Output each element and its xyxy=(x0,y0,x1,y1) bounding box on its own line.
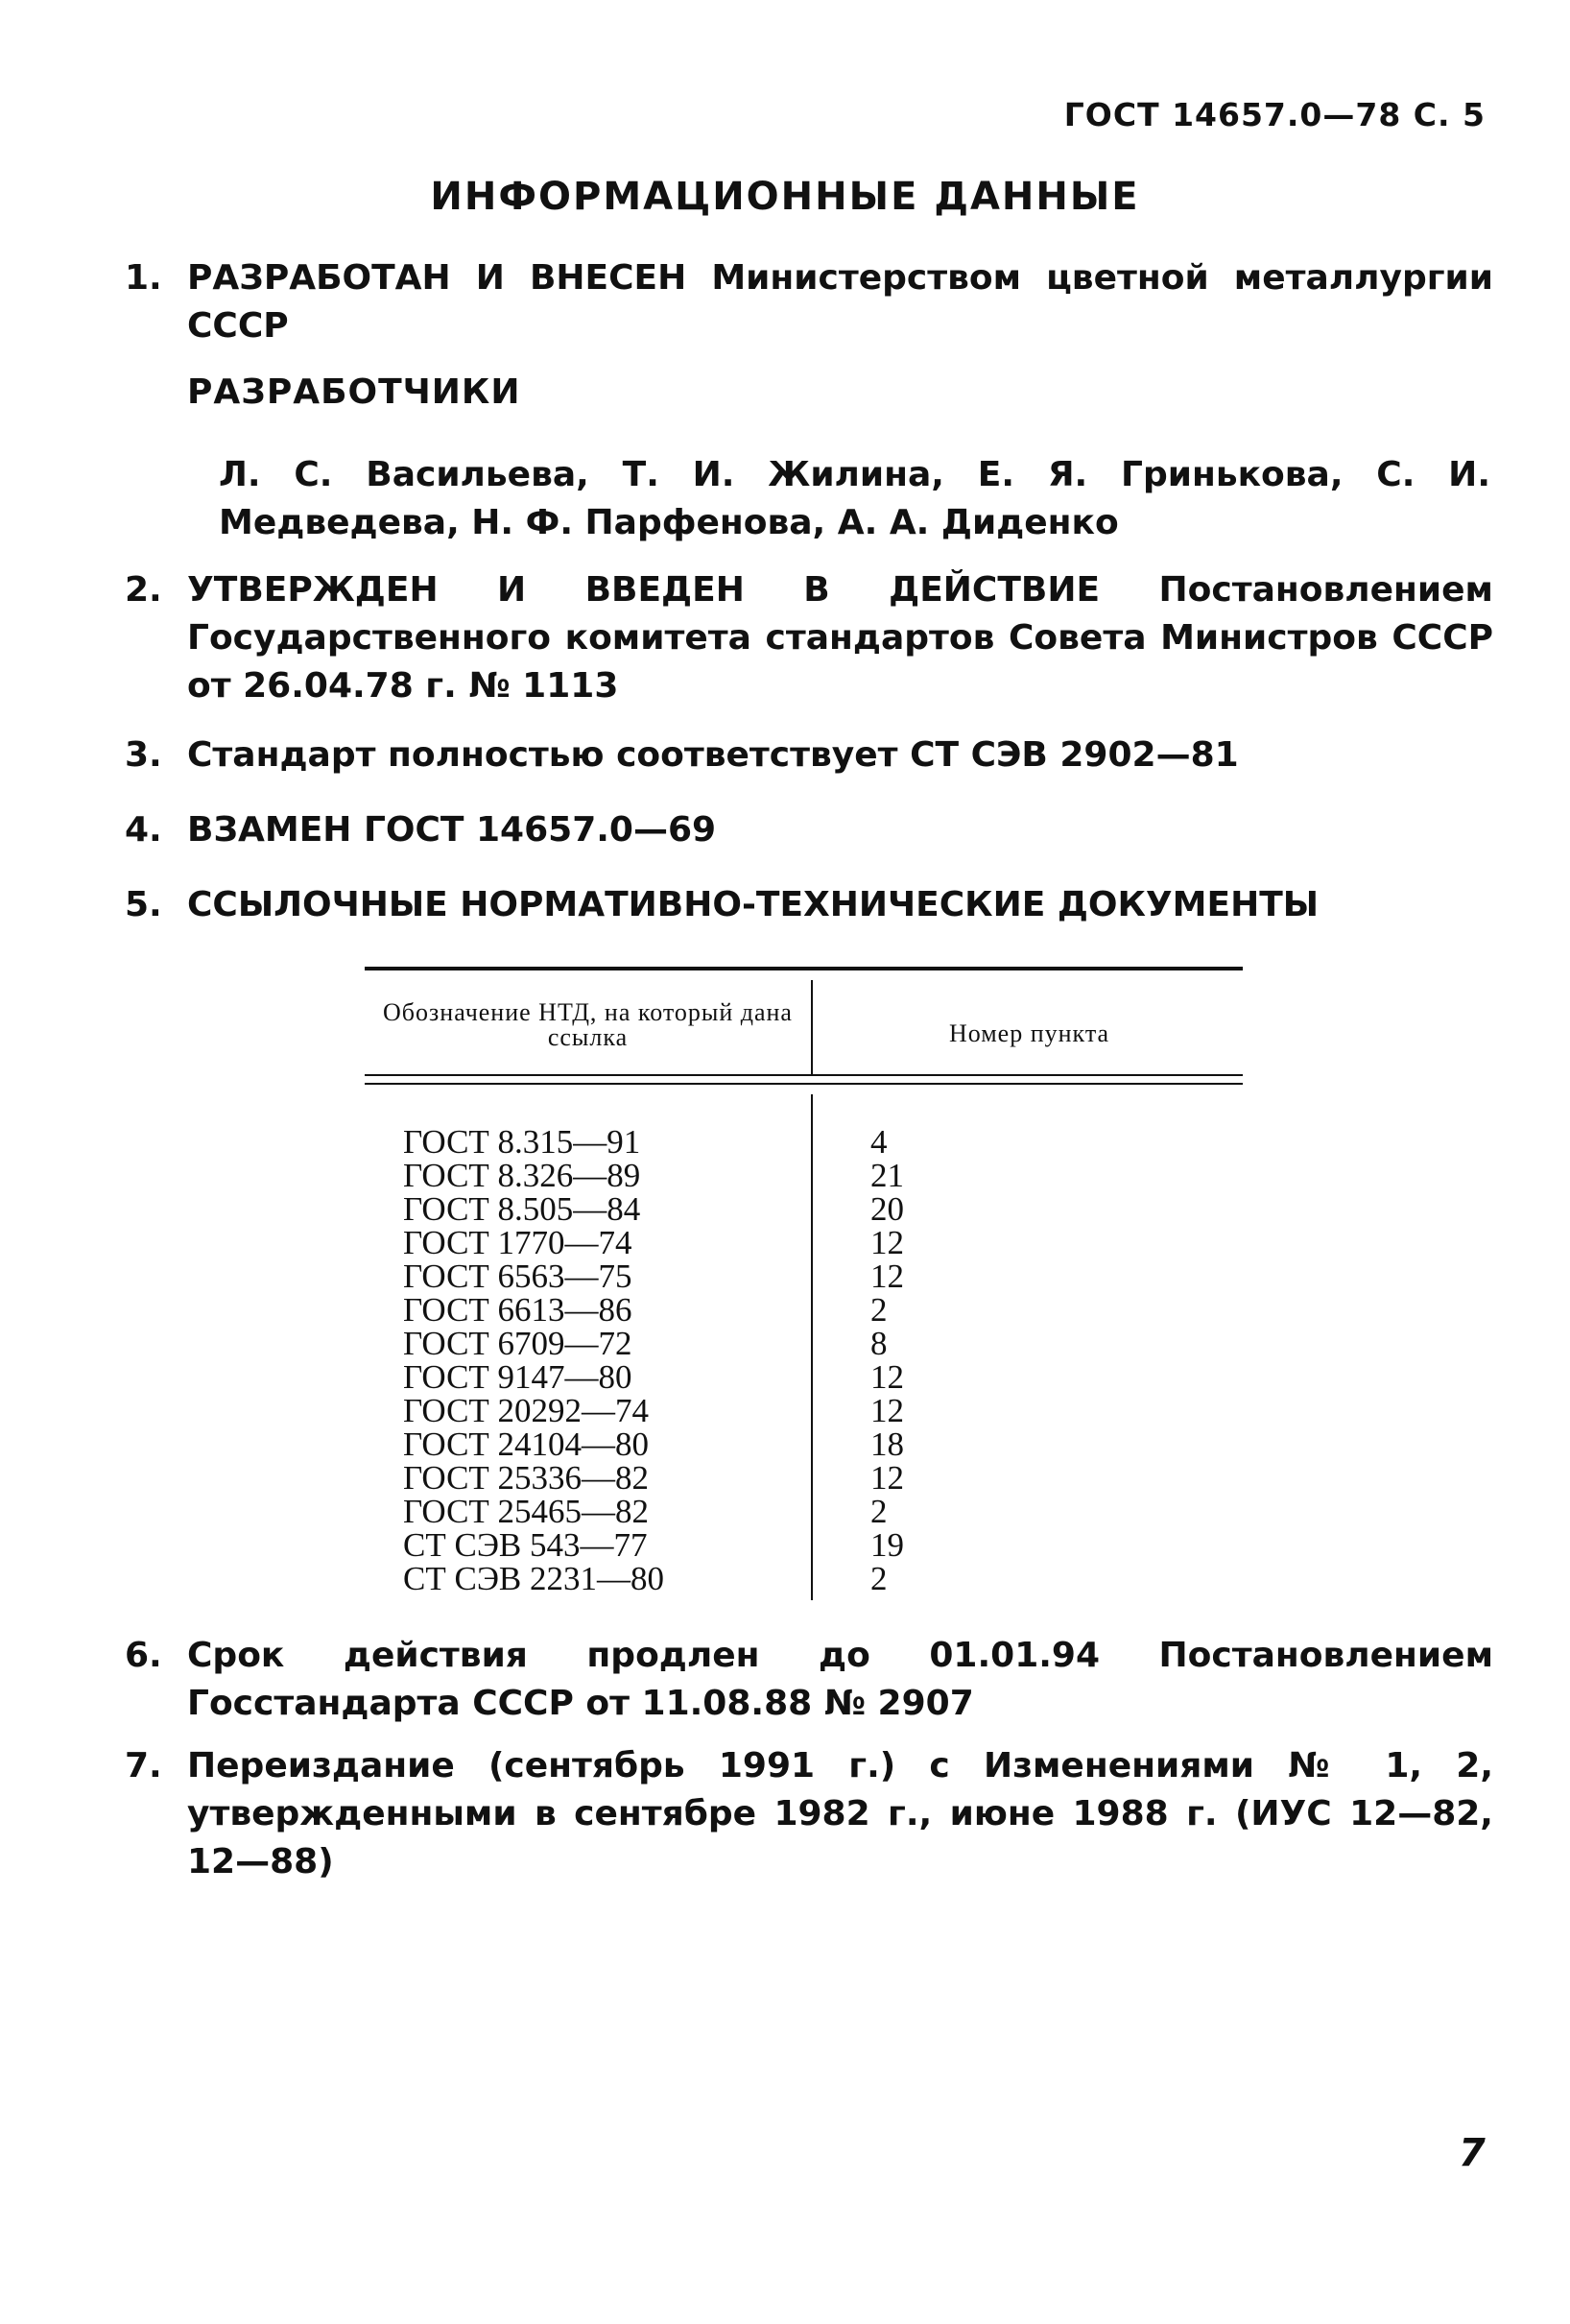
table-cell-clause: 19 xyxy=(870,1526,904,1564)
item-bold-label: УТВЕРЖДЕН И ВВЕДЕН В ДЕЙСТВИЕ xyxy=(187,570,1101,610)
table-header-divider xyxy=(811,980,813,1074)
item-number: 2. xyxy=(125,570,162,610)
item-number: 5. xyxy=(125,885,162,924)
developers-heading: РАЗРАБОТЧИКИ xyxy=(187,372,521,412)
table-cell-designation: ГОСТ 6613—86 xyxy=(403,1291,632,1329)
table-cell-designation: ГОСТ 24104—80 xyxy=(403,1426,650,1463)
item-number: 4. xyxy=(125,810,162,850)
table-cell-designation: ГОСТ 1770—74 xyxy=(403,1224,632,1261)
item-number: 1. xyxy=(125,258,162,298)
item-text: Стандарт полностью соответствует СТ СЭВ 2902—81 xyxy=(187,735,1239,775)
table-header-designation: Обозначение НТД, на который дана ссылка xyxy=(383,998,793,1051)
table-cell-designation: ГОСТ 8.326—89 xyxy=(403,1157,641,1194)
table-cell-clause: 8 xyxy=(870,1325,888,1362)
table-cell-designation: ГОСТ 25336—82 xyxy=(403,1459,650,1497)
item-text: Переиздание (сентябрь 1991 г.) с Изменениями № 1, 2, утвержденными в сентябре 1982 г., июне 1988 г. (ИУС 12—82, 12—88) xyxy=(187,1746,1493,1881)
table-cell-clause: 2 xyxy=(870,1291,888,1329)
page-number: 7 xyxy=(1459,2131,1486,2175)
info-item-2 xyxy=(125,566,1493,710)
info-item-5 xyxy=(125,881,1493,929)
info-item-3 xyxy=(125,731,1493,779)
table-cell-designation: СТ СЭВ 2231—80 xyxy=(403,1560,665,1597)
table-cell-clause: 2 xyxy=(870,1493,888,1530)
table-column-clause xyxy=(870,1125,1158,1595)
table-cell-clause: 4 xyxy=(870,1123,888,1161)
table-cell-clause: 21 xyxy=(870,1157,904,1194)
table-cell-clause: 12 xyxy=(870,1459,904,1497)
item-text: Постановлением Государственного комитета стандартов Совета Министров СССР от 26.04.78 г. № 1113 xyxy=(187,570,1493,706)
item-number: 6. xyxy=(125,1636,162,1675)
table-cell-designation: ГОСТ 20292—74 xyxy=(403,1392,650,1429)
item-bold-label: ВЗАМЕН ГОСТ 14657.0—69 xyxy=(187,810,717,850)
item-text: Министерством цветной металлургии СССР xyxy=(187,258,1493,346)
table-column-designation xyxy=(403,1125,806,1595)
table-header-rule xyxy=(365,1074,1243,1076)
info-item-4 xyxy=(125,806,1493,854)
table-header-clause: Номер пункта xyxy=(948,1019,1110,1047)
reference-table xyxy=(365,967,1243,1600)
table-cell-clause: 12 xyxy=(870,1258,904,1295)
table-header-rule xyxy=(365,1083,1243,1085)
table-cell-clause: 2 xyxy=(870,1560,888,1597)
table-cell-clause: 18 xyxy=(870,1426,904,1463)
table-cell-clause: 12 xyxy=(870,1224,904,1261)
table-cell-clause: 12 xyxy=(870,1392,904,1429)
table-cell-designation: СТ СЭВ 543—77 xyxy=(403,1526,648,1564)
table-cell-clause: 12 xyxy=(870,1358,904,1396)
table-cell-clause: 20 xyxy=(870,1190,904,1228)
table-cell-designation: ГОСТ 6709—72 xyxy=(403,1325,632,1362)
info-item-7 xyxy=(125,1742,1493,1886)
table-cell-designation: ГОСТ 9147—80 xyxy=(403,1358,632,1396)
item-number: 7. xyxy=(125,1746,162,1785)
table-top-rule xyxy=(365,967,1243,970)
developers-list: Л. С. Васильева, Т. И. Жилина, Е. Я. Гринькова, С. И. Медведева, Н. Ф. Парфенова, А. А. Диденко xyxy=(219,455,1490,542)
page-title: ИНФОРМАЦИОННЫЕ ДАННЫЕ xyxy=(430,175,1140,219)
table-cell-designation: ГОСТ 8.505—84 xyxy=(403,1190,641,1228)
document-header: ГОСТ 14657.0—78 С. 5 xyxy=(1063,96,1486,133)
table-cell-designation: ГОСТ 6563—75 xyxy=(403,1258,632,1295)
item-number: 3. xyxy=(125,735,162,775)
info-item-6 xyxy=(125,1632,1493,1728)
table-cell-designation: ГОСТ 8.315—91 xyxy=(403,1123,641,1161)
item-text: Срок действия продлен до 01.01.94 Постановлением Госстандарта СССР от 11.08.88 № 2907 xyxy=(187,1636,1493,1723)
table-cell-designation: ГОСТ 25465—82 xyxy=(403,1493,650,1530)
info-item-1 xyxy=(125,254,1493,350)
table-body-divider xyxy=(811,1094,813,1600)
item-bold-label: РАЗРАБОТАН И ВНЕСЕН xyxy=(187,258,687,298)
item-bold-label: ССЫЛОЧНЫЕ НОРМАТИВНО-ТЕХНИЧЕСКИЕ ДОКУМЕНТЫ xyxy=(187,885,1320,924)
